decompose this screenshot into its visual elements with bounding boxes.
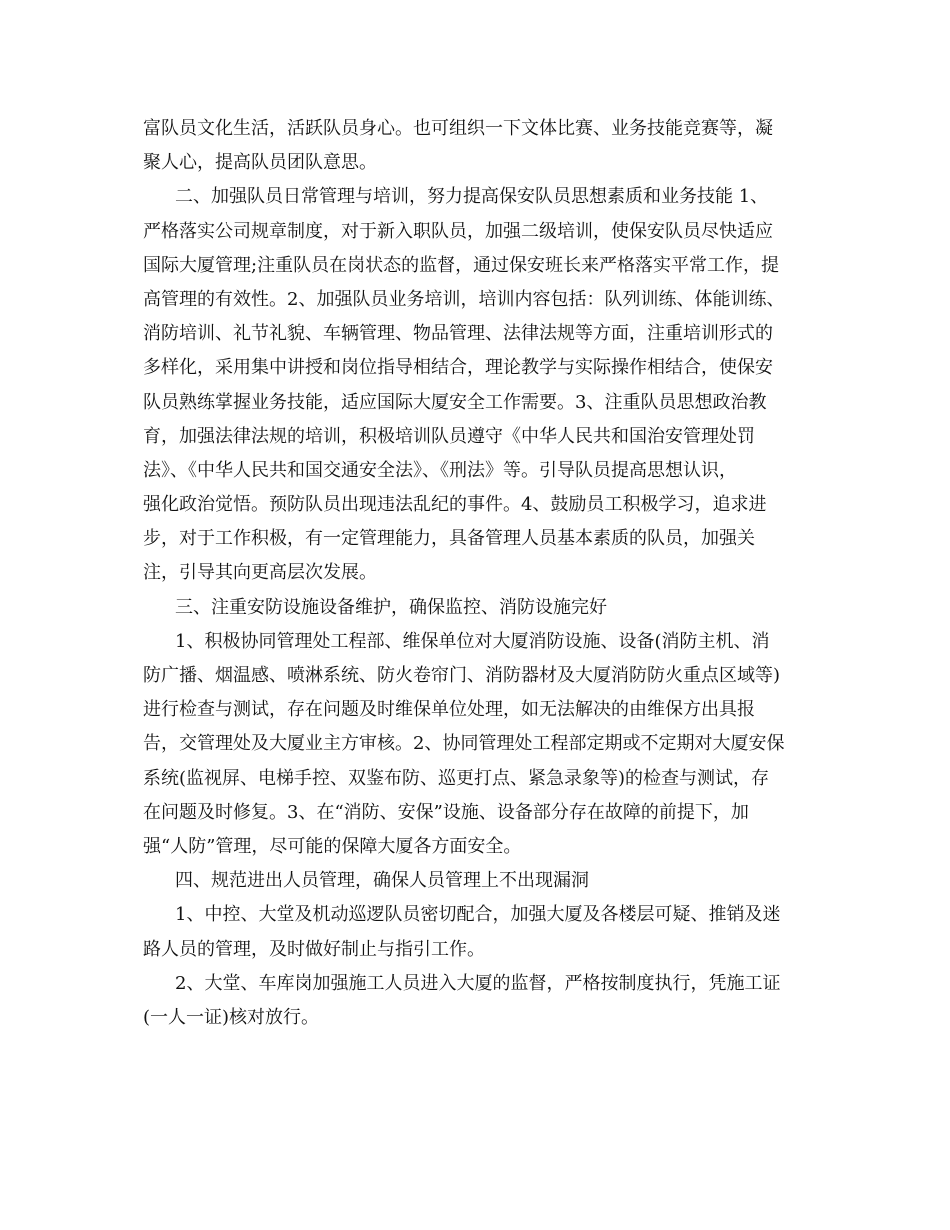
- text-line: 在问题及时修复。3、在“消防、安保”设施、设备部分存在故障的前提下，加: [143, 801, 749, 823]
- text-line: 三、注重安防设施设备维护，确保监控、消防设施完好: [175, 596, 607, 618]
- text-line: 系统(监视屏、电梯手控、双鉴布防、巡更打点、紧急录象等)的检查与测试，存: [143, 767, 770, 789]
- text-line: 注，引导其向更高层次发展。: [143, 562, 377, 584]
- text-line: 多样化，采用集中讲授和岗位指导相结合，理论教学与实际操作相结合，使保安: [143, 357, 773, 379]
- text-line: 进行检查与测试，存在问题及时维保单位处理，如无法解决的由维保方出具报: [143, 699, 755, 721]
- text-line: 聚人心，提高队员团队意思。: [143, 152, 377, 174]
- text-line: 强化政治觉悟。预防队员出现违法乱纪的事件。4、鼓励员工积极学习，追求进: [143, 494, 767, 516]
- text-line: 法》、《中华人民共和国交通安全法》、《刑法》等。引导队员提高思想认识，: [143, 459, 737, 481]
- text-line: 队员熟练掌握业务技能，适应国际大厦安全工作需要。3、注重队员思想政治教: [143, 391, 767, 413]
- text-line: 二、加强队员日常管理与培训，努力提高保安队员思想素质和业务技能 1、: [175, 186, 769, 208]
- text-line: 高管理的有效性。2、加强队员业务培训，培训内容包括：队列训练、体能训练、: [143, 288, 785, 310]
- text-line: 告，交管理处及大厦业主方审核。2、协同管理处工程部定期或不定期对大厦安保: [143, 733, 785, 755]
- text-line: (一人一证)核对放行。: [143, 1006, 320, 1028]
- text-line: 消防培训、礼节礼貌、车辆管理、物品管理、法律法规等方面，注重培训形式的: [143, 323, 773, 345]
- text-line: 1、积极协同管理处工程部、维保单位对大厦消防设施、设备(消防主机、消: [175, 630, 770, 652]
- text-line: 育，加强法律法规的培训，积极培训队员遵守《中华人民共和国治安管理处罚: [143, 425, 755, 447]
- text-line: 国际大厦管理;注重队员在岗状态的监督，通过保安班长来严格落实平常工作，提: [143, 254, 780, 276]
- text-line: 防广播、烟温感、喷淋系统、防火卷帘门、消防器材及大厦消防防火重点区域等): [143, 665, 781, 686]
- text-line: 2、大堂、车库岗加强施工人员进入大厦的监督，严格按制度执行，凭施工证: [175, 972, 781, 994]
- text-line: 富队员文化生活，活跃队员身心。也可组织一下文体比赛、业务技能竞赛等，凝: [143, 118, 773, 139]
- text-line: 路人员的管理，及时做好制止与指引工作。: [143, 938, 485, 960]
- text-line: 1、中控、大堂及机动巡逻队员密切配合，加强大厦及各楼层可疑、推销及迷: [175, 904, 781, 926]
- text-line: 四、规范进出人员管理，确保人员管理上不出现漏洞: [175, 870, 589, 892]
- text-line: 步，对于工作积极，有一定管理能力，具备管理人员基本素质的队员，加强关: [143, 528, 755, 550]
- text-line: 强“人防”管理，尽可能的保障大厦各方面安全。: [143, 835, 522, 857]
- document-body: [143, 112, 807, 1035]
- text-line: 严格落实公司规章制度，对于新入职队员，加强二级培训，使保安队员尽快适应: [143, 220, 773, 242]
